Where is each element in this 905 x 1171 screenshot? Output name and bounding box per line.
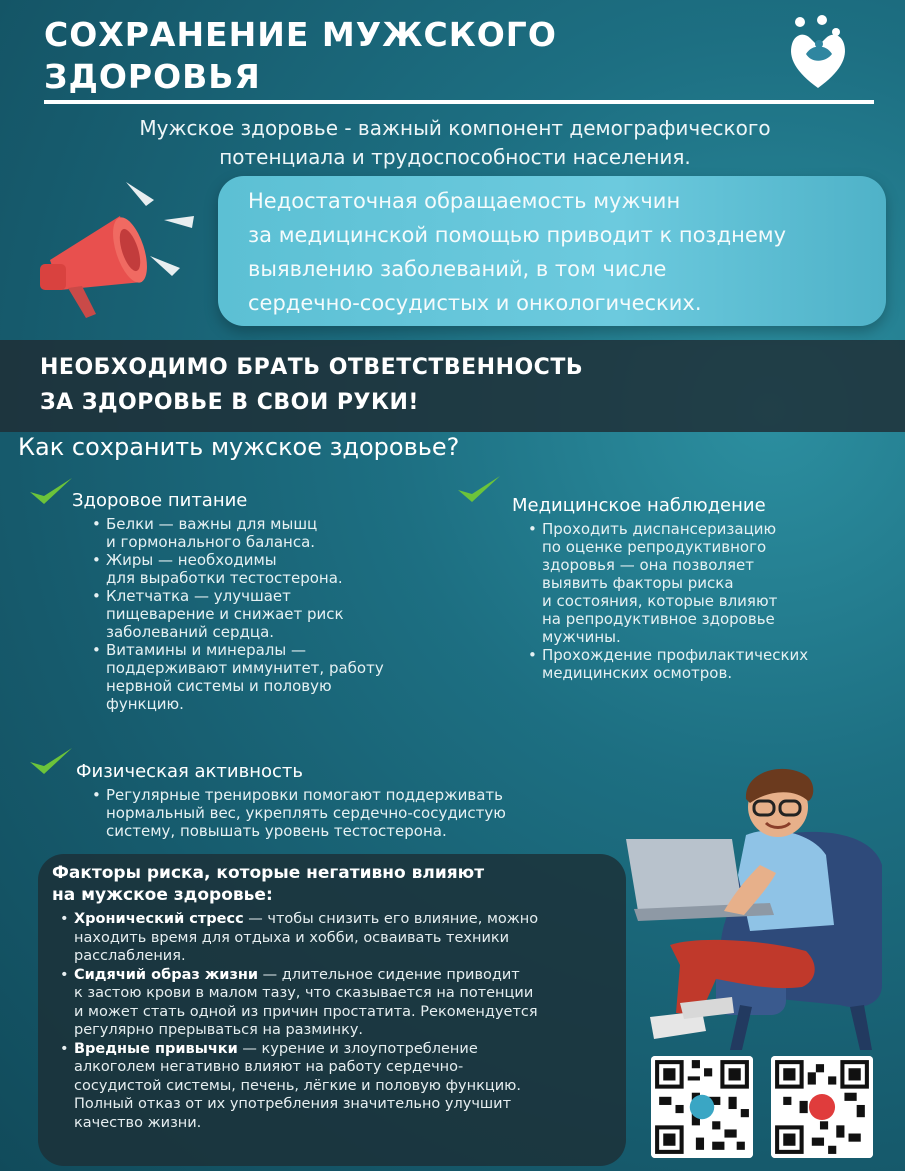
man-with-laptop-illustration [620,755,890,1055]
section-question: Как сохранить мужское здоровье? [18,433,460,461]
list-item: • Проходить диспансеризацию по оценке репродуктивного здоровья — она позволяет выявить факторы риска и состояния, которые влияют на репродуктивное здоровье мужчины. [526,520,896,646]
nutrition-list [90,515,450,713]
list-item: • Белки — важны для мышц и гормонального баланса. [90,515,450,551]
qr-code [771,1056,873,1158]
medical-list [526,520,896,682]
family-heart-logo-icon [786,14,850,90]
subtitle: Мужское здоровье - важный компонент демографического потенциала и трудоспособности населения. [139,116,771,169]
risk-factors-list [60,910,620,1132]
callout-text: Недостаточная обращаемость мужчин за медицинской помощью приводит к позднему выявлению заболеваний, в том числе сердечно-сосудистых и онкологических. [248,189,787,315]
section-title-activity: Физическая активность [76,761,303,782]
section-title-nutrition: Здоровое питание [72,490,248,511]
checkmark-icon [454,472,504,508]
checkmark-icon [26,474,76,510]
list-item: • Регулярные тренировки помогают поддерживать нормальный вес, укреплять сердечно-сосудистую систему, повышать уровень тестостерона. [90,786,620,840]
checkmark-icon [26,744,76,780]
qr-code [651,1056,753,1158]
list-item: • Жиры — необходимы для выработки тестостерона. [90,551,450,587]
callout-box [218,176,886,326]
list-item: • Клетчатка — улучшает пищеварение и снижает риск заболеваний сердца. [90,587,450,641]
page-title: СОХРАНЕНИЕ МУЖСКОГО ЗДОРОВЬЯ [44,15,557,96]
responsibility-banner: НЕОБХОДИМО БРАТЬ ОТВЕТСТВЕННОСТЬ ЗА ЗДОРОВЬЕ В СВОИ РУКИ! [0,340,905,432]
list-item: • Прохождение профилактических медицинских осмотров. [526,646,896,682]
risk-factors-box [38,854,626,1166]
title-divider [44,100,874,104]
section-title-medical: Медицинское наблюдение [512,495,766,516]
list-item: • Витамины и минералы — поддерживают иммунитет, работу нервной системы и половую функцию. [90,641,450,713]
megaphone-icon [30,172,210,322]
list-item: • Вредные привычки — курение и злоупотребление алкоголем негативно влияют на работу сердечно- сосудистой системы, печень, лёгкие и половую функцию. Полный отказ от их употребления значительно улучшит качество жизни. [60,1040,620,1133]
risk-factors-title: Факторы риска, которые негативно влияют на мужское здоровье: [52,863,485,905]
activity-list [90,786,620,840]
list-item: • Сидячий образ жизни — длительное сидение приводит к застою крови в малом тазу, что сказывается на потенции и может стать одной из причин простатита. Рекомендуется регулярно прерываться на разминку. [60,966,620,1040]
list-item: • Хронический стресс — чтобы снизить его влияние, можно находить время для отдыха и хобби, осваивать техники расслабления. [60,910,620,966]
